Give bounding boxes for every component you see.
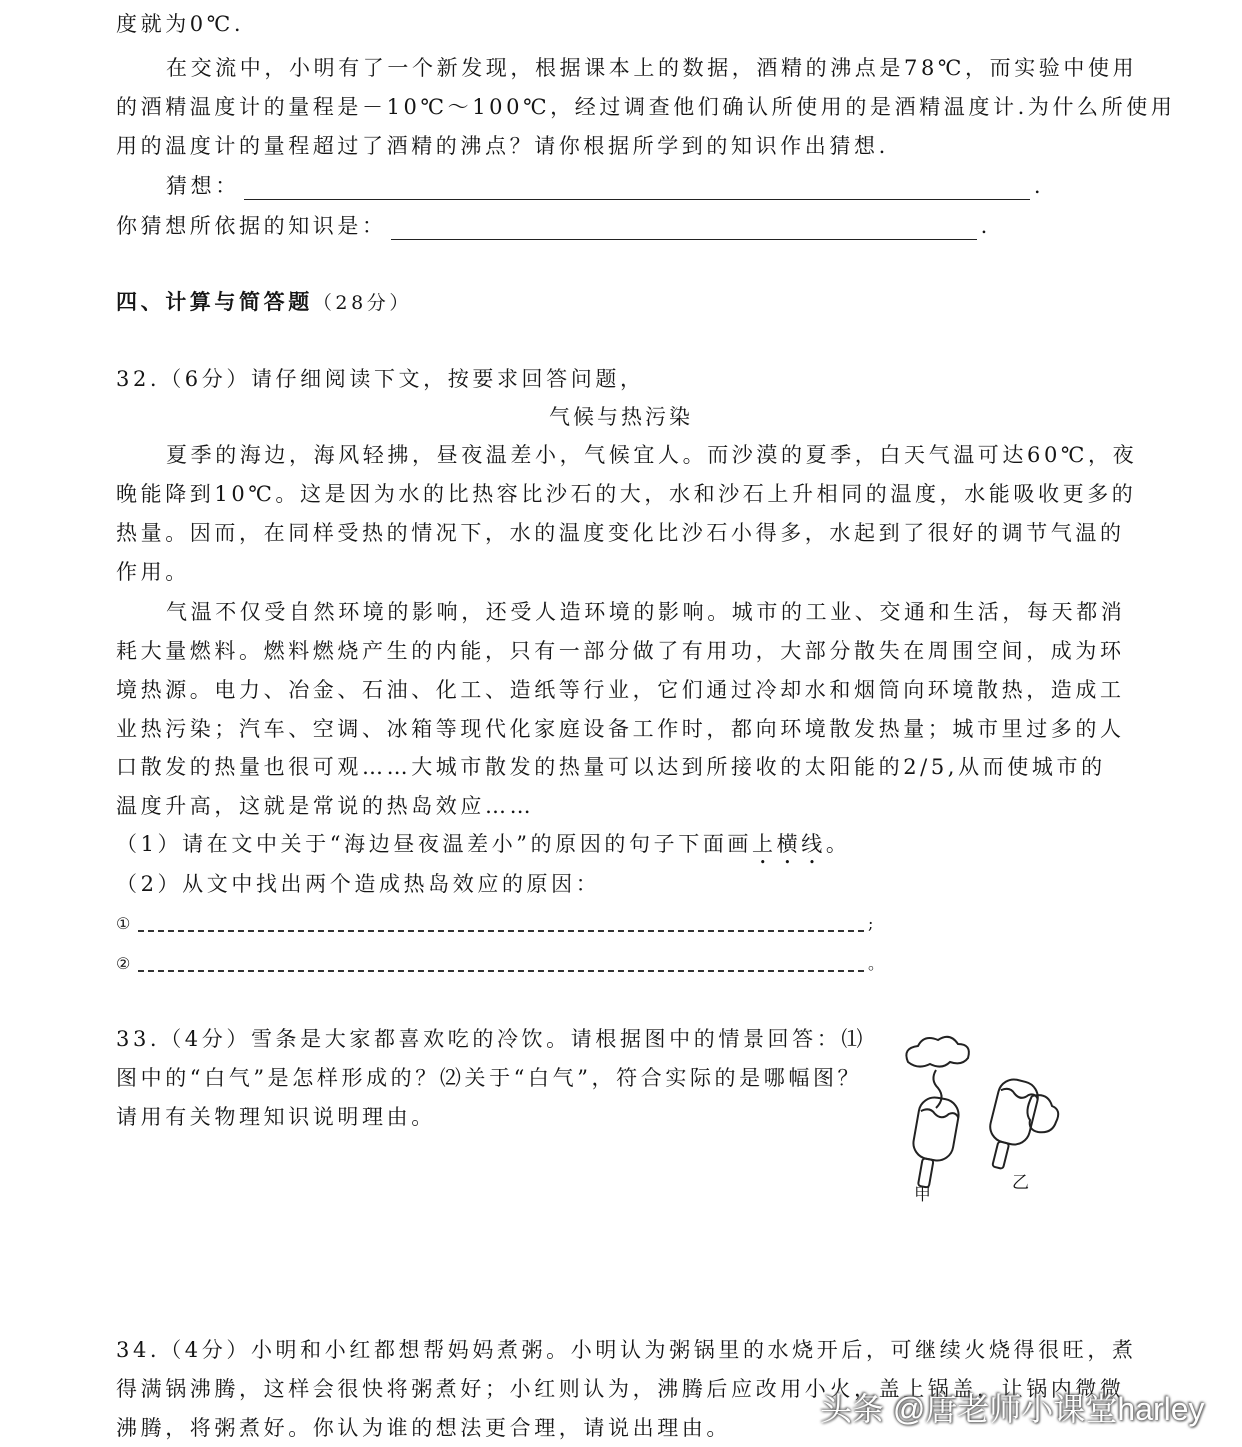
popsicle-b-coating-edge bbox=[1000, 1087, 1038, 1102]
paragraph-line: 在交流中，小明有了一个新发现，根据课本上的数据，酒精的沸点是78℃，而实验中使用 bbox=[166, 56, 1138, 80]
basis-period: . bbox=[980, 214, 991, 238]
guess-label: 猜想： bbox=[166, 174, 240, 198]
article-line: 口散发的热量也很可观……大城市散发的热量可以达到所接收的太阳能的2/5,从而使城市的 bbox=[116, 755, 1106, 779]
text-line: 度就为0℃. bbox=[116, 12, 245, 36]
steam-falling-shape bbox=[1027, 1095, 1058, 1132]
sub-question-1-end: 。 bbox=[825, 832, 851, 856]
guess-row bbox=[166, 172, 1044, 200]
answer-2-blank[interactable] bbox=[138, 958, 864, 972]
popsicle-b-body bbox=[987, 1076, 1041, 1148]
sub-question-1-emphasis: 上横线 bbox=[752, 832, 826, 856]
question-34-line: 得满锅沸腾，这样会很快将粥煮好；小红则认为，沸腾后应改用小火，盖上锅盖，让锅内微微 bbox=[116, 1377, 1125, 1401]
article-line: 气温不仅受自然环境的影响，还受人造环境的影响。城市的工业、交通和生活，每天都消 bbox=[166, 600, 1126, 624]
question-34-line: 34.（4分）小明和小红都想帮妈妈煮粥。小明认为粥锅里的水烧开后，可继续火烧得很旺，煮 bbox=[116, 1338, 1137, 1362]
watermark: 头条 @唐老师小课堂harley bbox=[820, 1391, 1205, 1427]
article-title: 气候与热污染 bbox=[549, 405, 693, 429]
answer-row-2 bbox=[116, 950, 888, 978]
basis-label: 你猜想所依据的知识是： bbox=[116, 214, 387, 238]
answer-2-end: 。 bbox=[867, 954, 888, 973]
article-line: 热量。因而，在同样受热的情况下，水的温度变化比沙石小得多，水起到了很好的调节气温的 bbox=[116, 521, 1125, 545]
sub-question-1-text: （1）请在文中关于“海边昼夜温差小”的原因的句子下面画 bbox=[116, 832, 753, 856]
popsicle-figure bbox=[890, 1030, 1090, 1210]
basis-answer-blank[interactable] bbox=[391, 217, 977, 240]
answer-1-blank[interactable] bbox=[138, 918, 864, 932]
basis-row bbox=[116, 212, 991, 240]
steam-cloud-shape bbox=[906, 1037, 969, 1067]
figure-label-a: 甲 bbox=[914, 1185, 931, 1205]
question-34-line: 沸腾，将粥煮好。你认为谁的想法更合理，请说出理由。 bbox=[116, 1416, 731, 1440]
guess-answer-blank[interactable] bbox=[244, 177, 1030, 200]
section-title: 四、计算与简答题 bbox=[116, 289, 313, 314]
question-32-intro: 32.（6分）请仔细阅读下文，按要求回答问题， bbox=[116, 367, 645, 391]
question-33-line: 请用有关物理知识说明理由。 bbox=[116, 1105, 436, 1129]
sub-question-1 bbox=[116, 830, 850, 869]
article-line: 境热源。电力、冶金、石油、化工、造纸等行业，它们通过冷却水和烟筒向环境散热，造成工 bbox=[116, 678, 1125, 702]
question-33-line: 图中的“白气”是怎样形成的？⑵关于“白气”，符合实际的是哪幅图？ bbox=[116, 1066, 863, 1090]
answer-2-mark: ② bbox=[116, 954, 134, 973]
popsicle-b-stick bbox=[992, 1141, 1009, 1169]
answer-1-end: ; bbox=[867, 914, 877, 933]
article-line: 夏季的海边，海风轻拂，昼夜温差小，气候宜人。而沙漠的夏季，白天气温可达60℃，夜 bbox=[166, 443, 1138, 467]
answer-1-mark: ① bbox=[116, 914, 134, 933]
article-line: 晚能降到10℃。这是因为水的比热容比沙石的大，水和沙石上升相同的温度，水能吸收更多的 bbox=[116, 482, 1137, 506]
paragraph-line: 的酒精温度计的量程是－10℃～100℃，经过调查他们确认所使用的是酒精温度计.为什么所使用 bbox=[116, 95, 1176, 119]
sub-question-2: （2）从文中找出两个造成热岛效应的原因： bbox=[116, 872, 601, 896]
answer-row-1 bbox=[116, 910, 877, 938]
paragraph-line: 用的温度计的量程超过了酒精的沸点？请你根据所学到的知识作出猜想. bbox=[116, 134, 889, 158]
section-heading bbox=[116, 288, 412, 317]
article-line: 业热污染；汽车、空调、冰箱等现代化家庭设备工作时，都向环境散发热量；城市里过多的人 bbox=[116, 717, 1125, 741]
guess-period: . bbox=[1033, 174, 1045, 198]
section-score: （28分） bbox=[312, 292, 412, 314]
popsicle-a-coating-edge bbox=[920, 1108, 958, 1121]
article-line: 作用。 bbox=[116, 560, 190, 584]
popsicle-a-body bbox=[911, 1095, 961, 1163]
article-line: 耗大量燃料。燃料燃烧产生的内能，只有一部分做了有用功，大部分散失在周围空间，成为环 bbox=[116, 639, 1125, 663]
article-line: 温度升高，这就是常说的热岛效应…… bbox=[116, 794, 535, 818]
figure-label-b: 乙 bbox=[1012, 1173, 1029, 1193]
steam-wisp bbox=[933, 1070, 941, 1108]
question-33-line: 33.（4分）雪条是大家都喜欢吃的冷饮。请根据图中的情景回答：⑴ bbox=[116, 1027, 866, 1051]
